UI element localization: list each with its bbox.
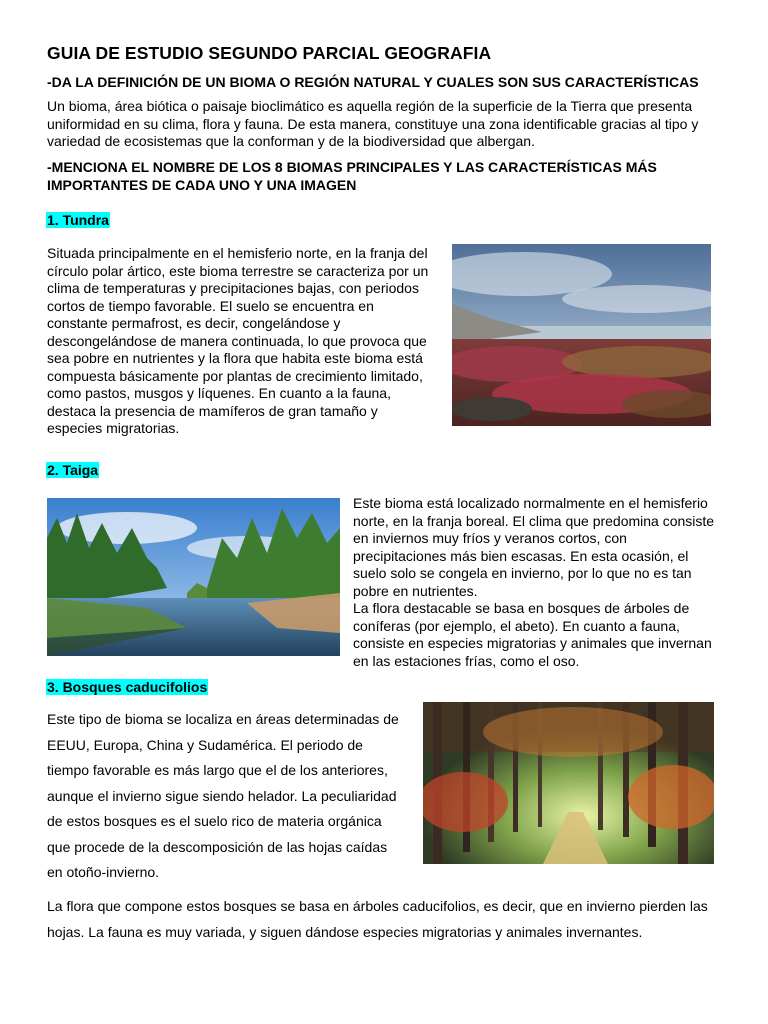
taiga-image <box>47 498 340 656</box>
tundra-line: cortos de tiempo favorable. El suelo se encuentra en <box>47 297 374 314</box>
intro-line: uniformidad en su clima, flora y fauna. De esta manera, constituye una zona identificable gracias al tipo y <box>47 115 699 132</box>
caducifolios-line: Este tipo de bioma se localiza en áreas determinadas de <box>47 711 399 727</box>
intro-paragraph <box>47 98 737 151</box>
tundra-heading <box>46 212 110 230</box>
caducifolios-heading <box>46 679 208 697</box>
tundra-line: compuesta básicamente por plantas de crecimiento limitado, <box>47 367 423 384</box>
tundra-line: sea pobre en nutrientes y la flora que habita este bioma está <box>47 350 423 366</box>
caducifolios-line: que procede de la descomposición de las hojas caídas <box>47 838 388 855</box>
tundra-line: destaca la presencia de mamíferos de gran tamaño y <box>47 402 378 419</box>
intro-line: variedad de ecosistemas que la conforman y de la biodiversidad que albergan. <box>47 133 535 149</box>
caducifolios-paragraph <box>47 707 417 886</box>
caducifolios-closing <box>47 894 747 945</box>
question-2-line: -MENCIONA EL NOMBRE DE LOS 8 BIOMAS PRINCIPALES Y LAS CARACTERÍSTICAS MÁS <box>47 159 657 175</box>
caducifolios-image <box>423 702 714 864</box>
taiga-heading <box>46 462 99 480</box>
caducifolios-closing-line: hojas. La fauna es muy variada, y siguen dándose especies migratorias y animales invernantes. <box>47 923 643 940</box>
taiga-line: La flora destacable se basa en bosques de árboles de <box>353 600 690 616</box>
question-2-line: IMPORTANTES DE CADA UNO Y UNA IMAGEN <box>47 177 357 193</box>
document-title: GUIA DE ESTUDIO SEGUNDO PARCIAL GEOGRAFIA <box>47 43 492 63</box>
taiga-line: Este bioma está localizado normalmente en el hemisferio <box>353 495 708 511</box>
taiga-line: coníferas (por ejemplo, el abeto). En cuanto a fauna, <box>353 617 680 634</box>
caducifolios-line: tiempo favorable es más largo que el de los anteriores, <box>47 762 388 778</box>
caducifolios-line: en otoño-invierno. <box>47 864 160 880</box>
taiga-paragraph <box>353 495 733 670</box>
tundra-image <box>452 244 711 426</box>
tundra-line: Situada principalmente en el hemisferio norte, en la franja del <box>47 245 428 261</box>
caducifolios-line: de estos bosques es el suelo rico de materia orgánica <box>47 813 382 829</box>
tundra-paragraph <box>47 245 447 438</box>
question-1: -DA LA DEFINICIÓN DE UN BIOMA O REGIÓN NATURAL Y CUALES SON SUS CARACTERÍSTICAS <box>47 74 699 90</box>
tundra-line: descongelándose de manera continuada, lo que provoca que <box>47 332 427 349</box>
taiga-heading-text: 2. Taiga <box>47 462 99 478</box>
tundra-line: círculo polar ártico, este bioma terrestre se caracteriza por un <box>47 262 429 279</box>
taiga-line: suelo solo se congela en invierno, por lo que no es tan <box>353 565 692 581</box>
taiga-line: en las estaciones frías, como el oso. <box>353 652 580 669</box>
taiga-line: en inviernos muy fríos y veranos cortos, con <box>353 530 627 546</box>
tundra-line: especies migratorias. <box>47 420 180 436</box>
caducifolios-closing-line: La flora que compone estos bosques se basa en árboles caducifolios, es decir, que en invierno pierden las <box>47 898 708 914</box>
caducifolios-line: EEUU, Europa, China y Sudamérica. El periodo de <box>47 736 363 753</box>
intro-line: Un bioma, área biótica o paisaje bioclimático es aquella región de la superficie de la Tierra que presenta <box>47 98 693 114</box>
taiga-line: pobre en nutrientes. <box>353 582 478 599</box>
tundra-line: constante permafrost, es decir, congelándose y <box>47 315 341 331</box>
taiga-line: precipitaciones más bien escasas. En esta ocasión, el <box>353 547 689 564</box>
tundra-line: como pastos, musgos y líquenes. En cuanto a la fauna, <box>47 385 391 401</box>
caducifolios-heading-text: 3. Bosques caducifolios <box>47 679 208 695</box>
question-2 <box>47 158 747 194</box>
tundra-heading-text: 1. Tundra <box>47 212 109 228</box>
taiga-line: consiste en especies migratorias y animales que invernan <box>353 635 712 651</box>
caducifolios-line: aunque el invierno sigue siendo helador. La peculiaridad <box>47 787 397 804</box>
taiga-line: norte, en la franja boreal. El clima que predomina consiste <box>353 512 715 529</box>
tundra-line: clima de temperaturas y precipitaciones bajas, con periodos <box>47 280 419 296</box>
